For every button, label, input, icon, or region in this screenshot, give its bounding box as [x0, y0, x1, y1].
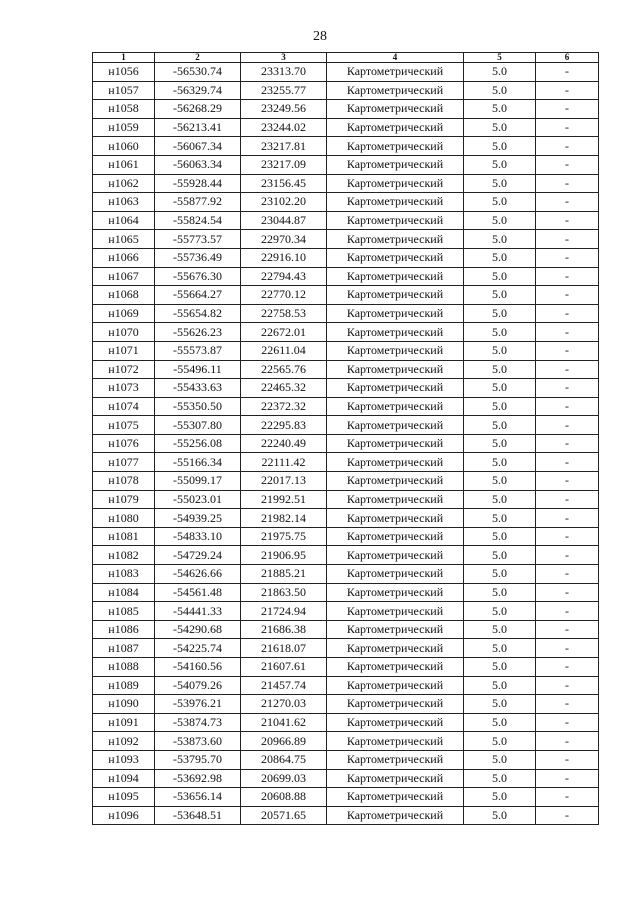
method-cell: Картометрический	[327, 546, 464, 565]
x-coordinate-cell: -55099.17	[155, 472, 241, 491]
accuracy-cell: 5.0	[464, 341, 536, 360]
y-coordinate-cell: 23102.20	[241, 193, 327, 212]
point-id-cell: н1058	[93, 100, 155, 119]
accuracy-cell: 5.0	[464, 695, 536, 714]
point-id-cell: н1068	[93, 286, 155, 305]
column-header: 6	[536, 53, 599, 63]
method-cell: Картометрический	[327, 248, 464, 267]
y-coordinate-cell: 23244.02	[241, 118, 327, 137]
note-cell: -	[536, 453, 599, 472]
note-cell: -	[536, 434, 599, 453]
accuracy-cell: 5.0	[464, 602, 536, 621]
x-coordinate-cell: -56213.41	[155, 118, 241, 137]
y-coordinate-cell: 22017.13	[241, 472, 327, 491]
table-row	[93, 713, 599, 732]
table-row	[93, 788, 599, 807]
y-coordinate-cell: 21686.38	[241, 620, 327, 639]
accuracy-cell: 5.0	[464, 81, 536, 100]
x-coordinate-cell: -55626.23	[155, 323, 241, 342]
table-row	[93, 81, 599, 100]
note-cell: -	[536, 397, 599, 416]
column-header: 3	[241, 53, 327, 63]
note-cell: -	[536, 565, 599, 584]
note-cell: -	[536, 546, 599, 565]
note-cell: -	[536, 490, 599, 509]
point-id-cell: н1094	[93, 769, 155, 788]
point-id-cell: н1062	[93, 174, 155, 193]
method-cell: Картометрический	[327, 639, 464, 658]
y-coordinate-cell: 22770.12	[241, 286, 327, 305]
point-id-cell: н1086	[93, 620, 155, 639]
method-cell: Картометрический	[327, 193, 464, 212]
method-cell: Картометрический	[327, 211, 464, 230]
table-row	[93, 379, 599, 398]
y-coordinate-cell: 21457.74	[241, 676, 327, 695]
x-coordinate-cell: -53795.70	[155, 750, 241, 769]
method-cell: Картометрический	[327, 713, 464, 732]
method-cell: Картометрический	[327, 230, 464, 249]
point-id-cell: н1083	[93, 565, 155, 584]
accuracy-cell: 5.0	[464, 565, 536, 584]
method-cell: Картометрический	[327, 658, 464, 677]
table-row	[93, 193, 599, 212]
x-coordinate-cell: -56268.29	[155, 100, 241, 119]
y-coordinate-cell: 20864.75	[241, 750, 327, 769]
table-row	[93, 750, 599, 769]
accuracy-cell: 5.0	[464, 788, 536, 807]
x-coordinate-cell: -53656.14	[155, 788, 241, 807]
y-coordinate-cell: 22916.10	[241, 248, 327, 267]
table-row	[93, 658, 599, 677]
note-cell: -	[536, 527, 599, 546]
accuracy-cell: 5.0	[464, 397, 536, 416]
x-coordinate-cell: -56067.34	[155, 137, 241, 156]
note-cell: -	[536, 788, 599, 807]
accuracy-cell: 5.0	[464, 174, 536, 193]
x-coordinate-cell: -54729.24	[155, 546, 241, 565]
method-cell: Картометрический	[327, 472, 464, 491]
table-row	[93, 100, 599, 119]
y-coordinate-cell: 20699.03	[241, 769, 327, 788]
accuracy-cell: 5.0	[464, 286, 536, 305]
x-coordinate-cell: -56530.74	[155, 63, 241, 82]
accuracy-cell: 5.0	[464, 472, 536, 491]
point-id-cell: н1065	[93, 230, 155, 249]
point-id-cell: н1071	[93, 341, 155, 360]
x-coordinate-cell: -53873.60	[155, 732, 241, 751]
note-cell: -	[536, 620, 599, 639]
point-id-cell: н1079	[93, 490, 155, 509]
note-cell: -	[536, 732, 599, 751]
y-coordinate-cell: 21724.94	[241, 602, 327, 621]
table-row	[93, 286, 599, 305]
y-coordinate-cell: 21863.50	[241, 583, 327, 602]
point-id-cell: н1060	[93, 137, 155, 156]
point-id-cell: н1073	[93, 379, 155, 398]
table-row	[93, 230, 599, 249]
method-cell: Картометрический	[327, 155, 464, 174]
point-id-cell: н1084	[93, 583, 155, 602]
x-coordinate-cell: -53692.98	[155, 769, 241, 788]
y-coordinate-cell: 21982.14	[241, 509, 327, 528]
note-cell: -	[536, 193, 599, 212]
y-coordinate-cell: 23156.45	[241, 174, 327, 193]
x-coordinate-cell: -55573.87	[155, 341, 241, 360]
point-id-cell: н1078	[93, 472, 155, 491]
method-cell: Картометрический	[327, 174, 464, 193]
coordinates-table	[92, 52, 599, 825]
y-coordinate-cell: 20608.88	[241, 788, 327, 807]
note-cell: -	[536, 100, 599, 119]
accuracy-cell: 5.0	[464, 304, 536, 323]
x-coordinate-cell: -54225.74	[155, 639, 241, 658]
method-cell: Картометрический	[327, 602, 464, 621]
table-row	[93, 416, 599, 435]
x-coordinate-cell: -55256.08	[155, 434, 241, 453]
note-cell: -	[536, 676, 599, 695]
table-row	[93, 676, 599, 695]
accuracy-cell: 5.0	[464, 639, 536, 658]
method-cell: Картометрический	[327, 769, 464, 788]
note-cell: -	[536, 118, 599, 137]
note-cell: -	[536, 267, 599, 286]
y-coordinate-cell: 23217.81	[241, 137, 327, 156]
accuracy-cell: 5.0	[464, 360, 536, 379]
method-cell: Картометрический	[327, 806, 464, 825]
point-id-cell: н1072	[93, 360, 155, 379]
point-id-cell: н1082	[93, 546, 155, 565]
x-coordinate-cell: -54561.48	[155, 583, 241, 602]
accuracy-cell: 5.0	[464, 230, 536, 249]
method-cell: Картометрический	[327, 360, 464, 379]
y-coordinate-cell: 22111.42	[241, 453, 327, 472]
method-cell: Картометрический	[327, 453, 464, 472]
x-coordinate-cell: -55676.30	[155, 267, 241, 286]
accuracy-cell: 5.0	[464, 379, 536, 398]
x-coordinate-cell: -53976.21	[155, 695, 241, 714]
y-coordinate-cell: 21041.62	[241, 713, 327, 732]
point-id-cell: н1081	[93, 527, 155, 546]
note-cell: -	[536, 639, 599, 658]
table-row	[93, 137, 599, 156]
x-coordinate-cell: -56063.34	[155, 155, 241, 174]
table-row	[93, 63, 599, 82]
x-coordinate-cell: -55023.01	[155, 490, 241, 509]
y-coordinate-cell: 21885.21	[241, 565, 327, 584]
x-coordinate-cell: -54939.25	[155, 509, 241, 528]
accuracy-cell: 5.0	[464, 155, 536, 174]
y-coordinate-cell: 21975.75	[241, 527, 327, 546]
accuracy-cell: 5.0	[464, 434, 536, 453]
point-id-cell: н1095	[93, 788, 155, 807]
x-coordinate-cell: -56329.74	[155, 81, 241, 100]
y-coordinate-cell: 21607.61	[241, 658, 327, 677]
x-coordinate-cell: -55824.54	[155, 211, 241, 230]
note-cell: -	[536, 695, 599, 714]
note-cell: -	[536, 323, 599, 342]
note-cell: -	[536, 304, 599, 323]
method-cell: Картометрический	[327, 676, 464, 695]
x-coordinate-cell: -55433.63	[155, 379, 241, 398]
y-coordinate-cell: 23255.77	[241, 81, 327, 100]
x-coordinate-cell: -55166.34	[155, 453, 241, 472]
y-coordinate-cell: 22295.83	[241, 416, 327, 435]
method-cell: Картометрический	[327, 100, 464, 119]
point-id-cell: н1093	[93, 750, 155, 769]
note-cell: -	[536, 63, 599, 82]
point-id-cell: н1089	[93, 676, 155, 695]
table-row	[93, 453, 599, 472]
table-row	[93, 360, 599, 379]
method-cell: Картометрический	[327, 620, 464, 639]
method-cell: Картометрический	[327, 379, 464, 398]
table-row	[93, 620, 599, 639]
method-cell: Картометрический	[327, 750, 464, 769]
method-cell: Картометрический	[327, 137, 464, 156]
accuracy-cell: 5.0	[464, 416, 536, 435]
point-id-cell: н1077	[93, 453, 155, 472]
accuracy-cell: 5.0	[464, 750, 536, 769]
y-coordinate-cell: 21270.03	[241, 695, 327, 714]
note-cell: -	[536, 658, 599, 677]
table-row	[93, 546, 599, 565]
method-cell: Картометрический	[327, 304, 464, 323]
method-cell: Картометрический	[327, 397, 464, 416]
method-cell: Картометрический	[327, 583, 464, 602]
accuracy-cell: 5.0	[464, 676, 536, 695]
x-coordinate-cell: -55928.44	[155, 174, 241, 193]
point-id-cell: н1076	[93, 434, 155, 453]
x-coordinate-cell: -53648.51	[155, 806, 241, 825]
accuracy-cell: 5.0	[464, 806, 536, 825]
method-cell: Картометрический	[327, 788, 464, 807]
table-row	[93, 304, 599, 323]
accuracy-cell: 5.0	[464, 620, 536, 639]
x-coordinate-cell: -55773.57	[155, 230, 241, 249]
point-id-cell: н1063	[93, 193, 155, 212]
point-id-cell: н1088	[93, 658, 155, 677]
point-id-cell: н1096	[93, 806, 155, 825]
accuracy-cell: 5.0	[464, 211, 536, 230]
table-row	[93, 490, 599, 509]
note-cell: -	[536, 806, 599, 825]
accuracy-cell: 5.0	[464, 527, 536, 546]
x-coordinate-cell: -54833.10	[155, 527, 241, 546]
method-cell: Картометрический	[327, 323, 464, 342]
accuracy-cell: 5.0	[464, 546, 536, 565]
accuracy-cell: 5.0	[464, 769, 536, 788]
accuracy-cell: 5.0	[464, 732, 536, 751]
x-coordinate-cell: -55350.50	[155, 397, 241, 416]
point-id-cell: н1067	[93, 267, 155, 286]
table-row	[93, 769, 599, 788]
point-id-cell: н1069	[93, 304, 155, 323]
table-row	[93, 434, 599, 453]
note-cell: -	[536, 137, 599, 156]
table-row	[93, 118, 599, 137]
point-id-cell: н1064	[93, 211, 155, 230]
table-row	[93, 602, 599, 621]
note-cell: -	[536, 583, 599, 602]
column-header: 2	[155, 53, 241, 63]
method-cell: Картометрический	[327, 509, 464, 528]
x-coordinate-cell: -53874.73	[155, 713, 241, 732]
x-coordinate-cell: -54079.26	[155, 676, 241, 695]
method-cell: Картометрический	[327, 732, 464, 751]
table-row	[93, 155, 599, 174]
table-row	[93, 509, 599, 528]
column-header: 4	[327, 53, 464, 63]
y-coordinate-cell: 22372.32	[241, 397, 327, 416]
point-id-cell: н1087	[93, 639, 155, 658]
table-row	[93, 806, 599, 825]
table-row	[93, 341, 599, 360]
y-coordinate-cell: 21618.07	[241, 639, 327, 658]
y-coordinate-cell: 23249.56	[241, 100, 327, 119]
method-cell: Картометрический	[327, 118, 464, 137]
method-cell: Картометрический	[327, 695, 464, 714]
note-cell: -	[536, 602, 599, 621]
y-coordinate-cell: 22465.32	[241, 379, 327, 398]
point-id-cell: н1085	[93, 602, 155, 621]
y-coordinate-cell: 20966.89	[241, 732, 327, 751]
y-coordinate-cell: 20571.65	[241, 806, 327, 825]
table-row	[93, 732, 599, 751]
note-cell: -	[536, 472, 599, 491]
point-id-cell: н1091	[93, 713, 155, 732]
note-cell: -	[536, 379, 599, 398]
point-id-cell: н1090	[93, 695, 155, 714]
method-cell: Картометрический	[327, 565, 464, 584]
column-header: 5	[464, 53, 536, 63]
y-coordinate-cell: 23044.87	[241, 211, 327, 230]
method-cell: Картометрический	[327, 490, 464, 509]
x-coordinate-cell: -55736.49	[155, 248, 241, 267]
table-body	[93, 63, 599, 825]
accuracy-cell: 5.0	[464, 453, 536, 472]
x-coordinate-cell: -55877.92	[155, 193, 241, 212]
point-id-cell: н1092	[93, 732, 155, 751]
y-coordinate-cell: 23217.09	[241, 155, 327, 174]
accuracy-cell: 5.0	[464, 490, 536, 509]
note-cell: -	[536, 341, 599, 360]
note-cell: -	[536, 509, 599, 528]
x-coordinate-cell: -54290.68	[155, 620, 241, 639]
accuracy-cell: 5.0	[464, 137, 536, 156]
accuracy-cell: 5.0	[464, 267, 536, 286]
note-cell: -	[536, 248, 599, 267]
accuracy-cell: 5.0	[464, 509, 536, 528]
method-cell: Картометрический	[327, 286, 464, 305]
accuracy-cell: 5.0	[464, 193, 536, 212]
y-coordinate-cell: 21906.95	[241, 546, 327, 565]
note-cell: -	[536, 750, 599, 769]
point-id-cell: н1070	[93, 323, 155, 342]
accuracy-cell: 5.0	[464, 248, 536, 267]
note-cell: -	[536, 416, 599, 435]
accuracy-cell: 5.0	[464, 118, 536, 137]
y-coordinate-cell: 22672.01	[241, 323, 327, 342]
method-cell: Картометрический	[327, 434, 464, 453]
accuracy-cell: 5.0	[464, 658, 536, 677]
note-cell: -	[536, 286, 599, 305]
note-cell: -	[536, 211, 599, 230]
x-coordinate-cell: -54626.66	[155, 565, 241, 584]
y-coordinate-cell: 22794.43	[241, 267, 327, 286]
x-coordinate-cell: -54441.33	[155, 602, 241, 621]
method-cell: Картометрический	[327, 527, 464, 546]
point-id-cell: н1080	[93, 509, 155, 528]
note-cell: -	[536, 360, 599, 379]
x-coordinate-cell: -55496.11	[155, 360, 241, 379]
table-row	[93, 527, 599, 546]
table-row	[93, 583, 599, 602]
y-coordinate-cell: 23313.70	[241, 63, 327, 82]
table-row	[93, 248, 599, 267]
y-coordinate-cell: 22565.76	[241, 360, 327, 379]
table-row	[93, 639, 599, 658]
accuracy-cell: 5.0	[464, 583, 536, 602]
point-id-cell: н1066	[93, 248, 155, 267]
accuracy-cell: 5.0	[464, 100, 536, 119]
method-cell: Картометрический	[327, 341, 464, 360]
table-row	[93, 472, 599, 491]
method-cell: Картометрический	[327, 416, 464, 435]
note-cell: -	[536, 769, 599, 788]
point-id-cell: н1075	[93, 416, 155, 435]
accuracy-cell: 5.0	[464, 713, 536, 732]
point-id-cell: н1059	[93, 118, 155, 137]
x-coordinate-cell: -54160.56	[155, 658, 241, 677]
accuracy-cell: 5.0	[464, 323, 536, 342]
page-number: 28	[313, 29, 327, 44]
table-row	[93, 174, 599, 193]
point-id-cell: н1057	[93, 81, 155, 100]
y-coordinate-cell: 22758.53	[241, 304, 327, 323]
table-row	[93, 397, 599, 416]
table-row	[93, 565, 599, 584]
accuracy-cell: 5.0	[464, 63, 536, 82]
point-id-cell: н1074	[93, 397, 155, 416]
note-cell: -	[536, 713, 599, 732]
table-row	[93, 267, 599, 286]
method-cell: Картометрический	[327, 81, 464, 100]
method-cell: Картометрический	[327, 63, 464, 82]
y-coordinate-cell: 21992.51	[241, 490, 327, 509]
note-cell: -	[536, 155, 599, 174]
table-row	[93, 323, 599, 342]
point-id-cell: н1056	[93, 63, 155, 82]
x-coordinate-cell: -55654.82	[155, 304, 241, 323]
note-cell: -	[536, 174, 599, 193]
x-coordinate-cell: -55307.80	[155, 416, 241, 435]
column-header: 1	[93, 53, 155, 63]
table-row	[93, 211, 599, 230]
point-id-cell: н1061	[93, 155, 155, 174]
table-header-row	[93, 53, 599, 63]
x-coordinate-cell: -55664.27	[155, 286, 241, 305]
table-row	[93, 695, 599, 714]
method-cell: Картометрический	[327, 267, 464, 286]
note-cell: -	[536, 230, 599, 249]
y-coordinate-cell: 22240.49	[241, 434, 327, 453]
note-cell: -	[536, 81, 599, 100]
y-coordinate-cell: 22970.34	[241, 230, 327, 249]
y-coordinate-cell: 22611.04	[241, 341, 327, 360]
